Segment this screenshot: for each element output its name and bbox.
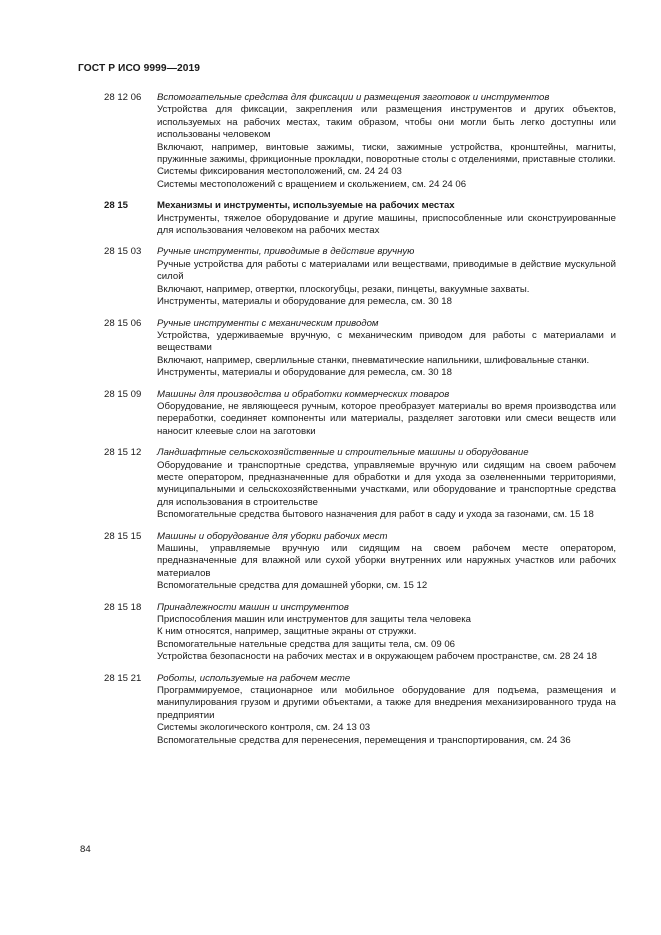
classification-entry (104, 602, 616, 664)
entry-paragraph: Системы экологического контроля, см. 24 13 03 (157, 722, 371, 734)
classification-entries (104, 92, 616, 756)
entry-code: 28 15 15 (104, 530, 142, 542)
entry-paragraph: Оборудование и транспортные средства, управляемые вручную или сидящим на своем рабочем месте оператором, предназначенные для обработки и для ухода за озелененными территориями, муниципальными и сельскохозяйственными участками, или оборудование и транспортные средства для использования в строительстве (157, 459, 616, 508)
entry-paragraph: Включают, например, сверлильные станки, пневматические напильники, шлифовальные станки. (157, 354, 590, 366)
entry-paragraph: К ним относятся, например, защитные экраны от стружки. (157, 626, 417, 638)
entry-body (157, 246, 616, 308)
classification-entry (104, 389, 616, 439)
classification-entry (104, 318, 616, 380)
entry-body (157, 92, 616, 191)
entry-body (157, 673, 616, 747)
entry-paragraph: Инструменты, материалы и оборудование для ремесла, см. 30 18 (157, 296, 452, 308)
entry-code: 28 15 06 (104, 317, 142, 329)
document-id-header: ГОСТ Р ИСО 9999—2019 (78, 63, 201, 74)
entry-paragraph: Устройства безопасности на рабочих местах и в окружающем рабочем пространстве, см. 28 24 18 (157, 651, 597, 663)
entry-body (157, 531, 616, 593)
entry-paragraph: Приспособления машин или инструментов для защиты тела человека (157, 614, 472, 626)
entry-code: 28 15 03 (104, 246, 142, 258)
entry-title: Машины и оборудование для уборки рабочих мест (157, 530, 388, 542)
classification-entry (104, 673, 616, 747)
classification-entry (104, 447, 616, 521)
entry-paragraph: Программируемое, стационарное или мобильное оборудование для подъема, размещения и манипулирования грузом и другими объектами, а также для внедрения механизированного труда на предприятии (157, 685, 616, 721)
entry-code: 28 15 21 (104, 672, 142, 684)
classification-entry (104, 200, 616, 237)
entry-body (157, 389, 616, 439)
entry-paragraph: Инструменты, материалы и оборудование для ремесла, см. 30 18 (157, 367, 452, 379)
entry-paragraph: Оборудование, не являющееся ручным, которое преобразует материалы во время производства или переработки, соединяет компоненты или материалы, разделяет заготовки или смеси веществ или наносит клеевые слои на заготовки (157, 400, 616, 437)
entry-title: Ручные инструменты с механическим приводом (157, 317, 379, 329)
entry-body (157, 318, 616, 380)
classification-entry (104, 246, 616, 308)
entry-title: Ландшафтные сельскохозяйственные и строительные машины и оборудование (157, 447, 529, 459)
entry-title: Принадлежности машин и инструментов (157, 601, 349, 613)
entry-paragraph: Инструменты, тяжелое оборудование и другие машины, приспособленные или сконструированные для использования человеком на рабочих местах (157, 212, 616, 237)
entry-body (157, 447, 616, 521)
entry-paragraph: Вспомогательные средства для перенесения, перемещения и транспортирования, см. 24 36 (157, 734, 571, 746)
entry-paragraph: Машины, управляемые вручную или сидящим на своем рабочем месте оператором, предназначенные для влажной или сухой уборки внутренних или наружных участков или рабочих материалов (157, 543, 616, 579)
entry-body (157, 200, 616, 237)
entry-paragraph: Устройства для фиксации, закрепления или размещения инструментов и других объектов, используемых на рабочих местах, таким образом, чтобы они могли быть легко доступны или использованы человеком (157, 104, 616, 141)
entry-paragraph: Системы фиксирования местоположений, см. 24 24 03 (157, 166, 402, 178)
classification-entry (104, 531, 616, 593)
entry-paragraph: Системы местоположений с вращением и скольжением, см. 24 24 06 (157, 178, 467, 190)
entry-paragraph: Ручные устройства для работы с материалами или веществами, приводимые в действие мускульной силой (157, 258, 616, 283)
page-number: 84 (80, 844, 91, 855)
entry-code: 28 15 (104, 200, 129, 212)
entry-code: 28 12 06 (104, 92, 142, 103)
entry-body (157, 602, 616, 664)
entry-title: Роботы, используемые на рабочем месте (157, 672, 351, 684)
entry-paragraph: Вспомогательные нательные средства для защиты тела, см. 09 06 (157, 638, 456, 650)
entry-code: 28 15 09 (104, 388, 142, 400)
entry-paragraph: Вспомогательные средства бытового назначения для работ в саду и ухода за газонами, см. 15 18 (157, 509, 594, 521)
entry-title: Ручные инструменты, приводимые в действие вручную (157, 246, 415, 258)
entry-paragraph: Вспомогательные средства для домашней уборки, см. 15 12 (157, 580, 428, 592)
entry-title: Вспомогательные средства для фиксации и размещения заготовок и инструментов (157, 92, 550, 103)
entry-code: 28 15 12 (104, 447, 142, 459)
entry-paragraph: Устройства, удерживаемые вручную, с механическим приводом для работы с материалами и веществами (157, 329, 616, 354)
entry-title: Механизмы и инструменты, используемые на рабочих местах (157, 200, 455, 212)
entry-paragraph: Включают, например, винтовые зажимы, тиски, зажимные устройства, кронштейны, магниты, пружинные зажимы, фрикционные прокладки, поворотные столы с отделениями, приставные столики. (157, 141, 616, 166)
classification-entry (104, 92, 616, 191)
entry-title: Машины для производства и обработки коммерческих товаров (157, 388, 450, 400)
entry-code: 28 15 18 (104, 601, 142, 613)
entry-paragraph: Включают, например, отвертки, плоскогубцы, резаки, пинцеты, вакуумные захваты. (157, 283, 530, 295)
